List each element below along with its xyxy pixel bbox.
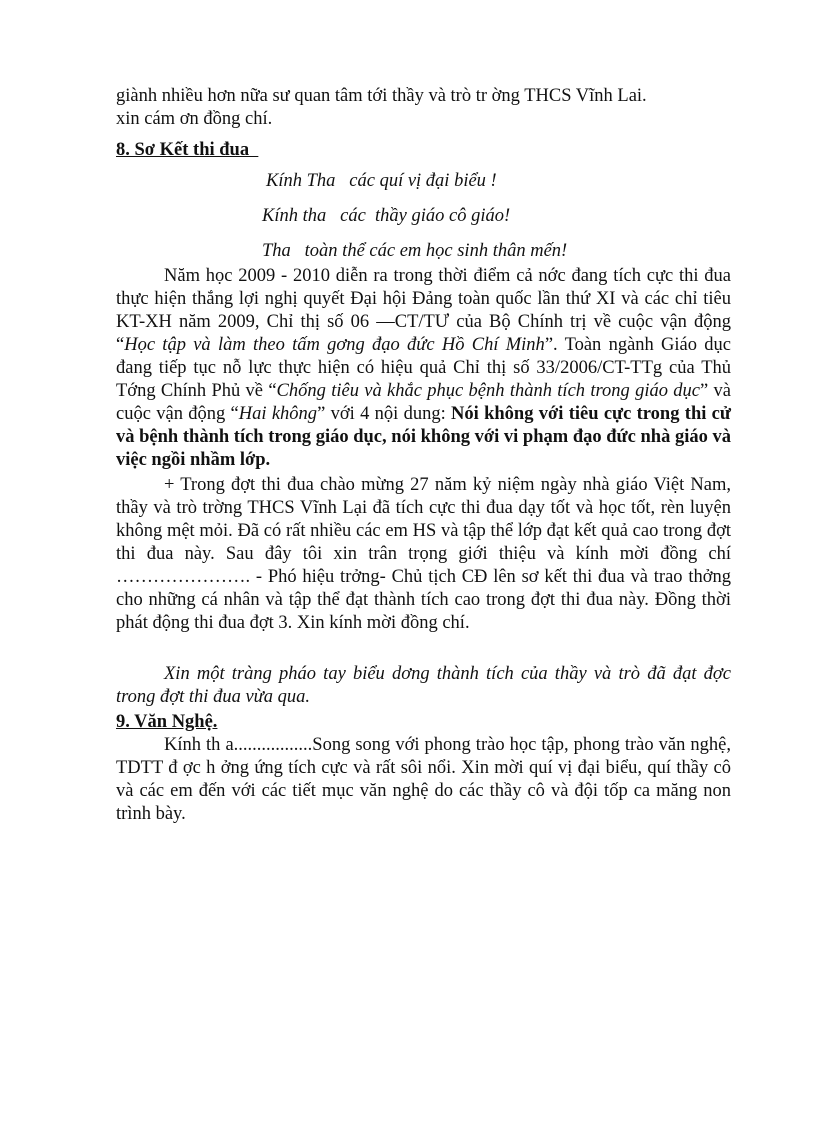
para1-text-4: ” với 4 nội dung: xyxy=(317,404,452,424)
intro-line-1: giành nhiều hơn nữa sư quan tâm tới thầy và trò tr ờng THCS Vĩnh Lai. xyxy=(116,86,647,106)
para1-bold-statement: Nói không với tiêu cực trong thi cử và bệnh thành tích trong giáo dục, nói không với vi phạm đạo đức nhà giáo và việc ngồi nhầm lớp. xyxy=(116,404,731,470)
para1-text-1: Năm học 2009 - 2010 diễn ra trong thời điểm cả nớc đang tích cực thi đua thực hiện thắng lợi nghị quyết Đại hội Đảng toàn quốc lần thứ XI và các chỉ tiêu KT-XH năm 2009, Chỉ thị số 06 —CT/TƯ của Bộ Chính trị về cuộc vận động “ xyxy=(116,266,731,355)
para1-italic-2: Chống tiêu và khắc phục bệnh thành tích trong giáo dục xyxy=(276,381,700,401)
section-9-paragraph: Kính th a.................Song song với phong trào học tập, phong trào văn nghệ, TDTT đ ợc h ởng ứng tích cực và rất sôi nổi. Xin mời quí vị đại biểu, quí thầy cô và các em đến với các tiết mục văn nghệ do các thầy cô và đội tốp ca măng non trình bày. xyxy=(116,735,731,824)
para1-italic-1: Học tập và làm theo tấm gơng đạo đức Hồ Chí Minh xyxy=(124,335,545,355)
para1-text-2: ”. Toàn ngành Giáo dục đang tiếp tục nỗ lực thực hiện có hiệu quả Chỉ thị số 33/2006/CT-TTg của Thủ Tớng Chính Phủ về “ xyxy=(116,335,732,401)
para1-italic-3: Hai không xyxy=(238,404,318,424)
section-8-paragraph-1 xyxy=(116,265,731,472)
document-page xyxy=(116,85,731,826)
section-8-paragraph-3: Xin một tràng pháo tay biểu dơng thành tích của thầy và trò đã đạt đợc trong đợt thi đua vừa qua. xyxy=(116,664,731,707)
section-8-paragraph-2: + Trong đợt thi đua chào mừng 27 năm kỷ niệm ngày nhà giáo Việt Nam, thầy và trò trờng THCS Vĩnh Lại đã tích cực thi đua dạy tốt và học tốt, rèn luyện không mệt mỏi. Đã có rất nhiều các em HS và tập thể lớp đạt kết quả cao trong đợt thi đua này. Sau đây tôi xin trân trọng giới thiệu và kính mời đồng chí …………………. - Phó hiệu trởng- Chủ tịch CĐ lên sơ kết thi đua và trao thởng cho những cá nhân và tập thể đạt thành tích cao trong đợt thi đua này. Đồng thời phát động thi đua đợt 3. Xin kính mời đồng chí. xyxy=(116,475,731,633)
section-9-heading: 9. Văn Nghệ. xyxy=(116,712,218,732)
greeting-students: Tha toàn thể các em học sinh thân mến! xyxy=(262,241,568,261)
para1-text-3: ” và cuộc vận động “ xyxy=(116,381,731,424)
section-8-heading: 8. Sơ Kết thi đua xyxy=(116,140,259,160)
greeting-delegates: Kính Tha các quí vị đại biểu ! xyxy=(266,171,497,191)
greeting-teachers: Kính tha các thầy giáo cô giáo! xyxy=(262,206,511,226)
intro-line-2: xin cám ơn đồng chí. xyxy=(116,109,273,129)
